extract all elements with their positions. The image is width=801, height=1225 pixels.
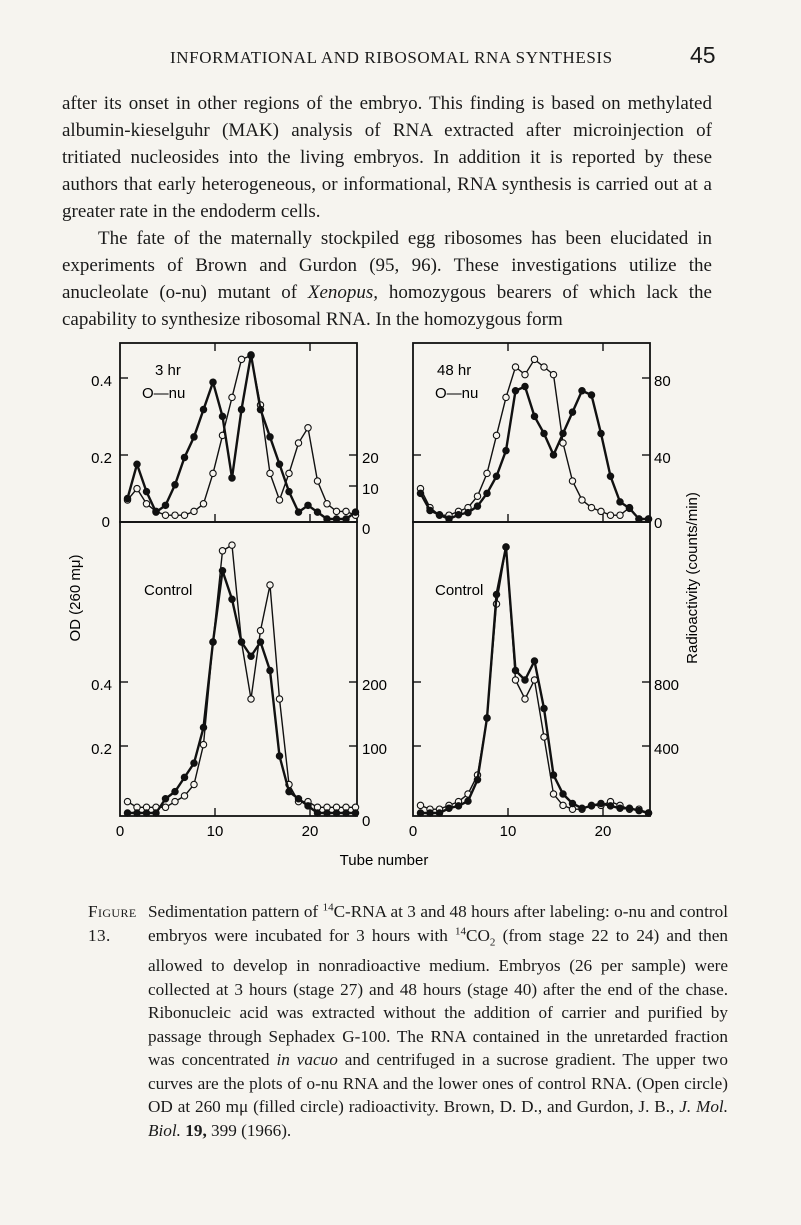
open-point-2-15 — [267, 582, 273, 588]
filled-point-0-0 — [124, 495, 130, 501]
filled-point-0-21 — [324, 516, 330, 522]
tick-right-80: 80 — [654, 373, 671, 390]
caption-sub: 2 — [489, 935, 496, 948]
open-point-2-14 — [257, 627, 263, 633]
open-point-1-10 — [512, 364, 518, 370]
open-point-0-20 — [314, 478, 320, 484]
caption-journal: J. Mol. Biol. — [148, 1097, 728, 1140]
filled-point-0-12 — [238, 406, 244, 412]
filled-point-3-17 — [579, 805, 585, 811]
open-point-2-16 — [276, 696, 282, 702]
filled-point-2-19 — [305, 803, 311, 809]
series-line-2-1 — [128, 571, 356, 813]
open-point-0-7 — [191, 508, 197, 514]
tick-x-left-0: 0 — [115, 823, 125, 840]
filled-point-3-0 — [417, 810, 423, 816]
series-line-0-1 — [128, 355, 356, 519]
filled-point-2-17 — [286, 788, 292, 794]
open-point-3-11 — [522, 696, 528, 702]
open-point-0-9 — [210, 470, 216, 476]
filled-point-2-8 — [200, 724, 206, 730]
filled-point-1-6 — [474, 503, 480, 509]
open-point-2-10 — [219, 548, 225, 554]
filled-point-3-8 — [493, 591, 499, 597]
y-axis-label-left: OD (260 mμ) — [67, 554, 84, 642]
page-number: 45 — [690, 42, 716, 68]
running-head: INFORMATIONAL AND RIBOSOMAL RNA SYNTHESIS — [170, 48, 613, 67]
filled-point-3-5 — [465, 798, 471, 804]
caption-volume: 19, — [185, 1120, 207, 1140]
filled-point-0-15 — [267, 434, 273, 440]
filled-point-1-2 — [436, 512, 442, 518]
filled-point-1-8 — [493, 473, 499, 479]
filled-point-0-19 — [305, 502, 311, 508]
open-point-0-23 — [343, 508, 349, 514]
filled-point-2-22 — [333, 810, 339, 816]
filled-point-2-18 — [295, 796, 301, 802]
panel-tl-title-1: 3 hr — [155, 362, 181, 379]
filled-point-0-4 — [162, 502, 168, 508]
open-point-0-8 — [200, 501, 206, 507]
tick-mid-bottom-0: 0 — [362, 813, 371, 830]
filled-point-0-2 — [143, 488, 149, 494]
open-point-0-5 — [172, 512, 178, 518]
filled-point-0-13 — [248, 352, 254, 358]
filled-point-0-14 — [257, 406, 263, 412]
filled-point-1-4 — [455, 512, 461, 518]
filled-point-0-8 — [200, 406, 206, 412]
figure-13 — [40, 338, 760, 878]
open-point-3-13 — [541, 734, 547, 740]
figure-caption — [88, 900, 728, 1142]
open-point-0-2 — [143, 501, 149, 507]
panel-tr-title-2: O—nu — [435, 385, 479, 402]
filled-point-3-24 — [645, 810, 651, 816]
open-point-2-7 — [191, 781, 197, 787]
filled-point-0-9 — [210, 379, 216, 385]
open-point-0-19 — [305, 425, 311, 431]
filled-point-1-3 — [446, 516, 452, 522]
filled-point-3-19 — [598, 800, 604, 806]
filled-point-1-1 — [427, 507, 433, 513]
filled-point-3-18 — [588, 803, 594, 809]
open-point-1-19 — [598, 508, 604, 514]
open-point-1-9 — [503, 394, 509, 400]
filled-point-2-10 — [219, 568, 225, 574]
caption-text-3: CO — [466, 925, 490, 945]
open-point-3-0 — [417, 802, 423, 808]
open-point-1-18 — [588, 504, 594, 510]
panel-br-title: Control — [435, 582, 484, 599]
tick-od-top-0: 0 — [101, 514, 110, 531]
filled-point-1-24 — [645, 516, 651, 522]
filled-point-2-1 — [134, 810, 140, 816]
filled-point-3-7 — [484, 715, 490, 721]
open-point-0-18 — [295, 440, 301, 446]
filled-point-3-12 — [531, 658, 537, 664]
page-header — [0, 42, 801, 76]
tick-od-top-02: 0.2 — [91, 450, 112, 467]
filled-point-3-13 — [541, 705, 547, 711]
filled-point-2-24 — [352, 810, 358, 816]
caption-in-vacuo: in vacuo — [276, 1050, 338, 1070]
filled-point-1-11 — [522, 383, 528, 389]
tick-x-left-10: 10 — [206, 823, 224, 840]
tick-od-bottom-04: 0.4 — [91, 677, 112, 694]
filled-point-2-11 — [229, 596, 235, 602]
open-point-0-16 — [276, 497, 282, 503]
filled-point-3-23 — [636, 807, 642, 813]
series-line-0-0 — [128, 356, 356, 516]
tick-mid-top-0: 0 — [362, 521, 371, 538]
open-point-0-21 — [324, 501, 330, 507]
filled-point-2-21 — [324, 810, 330, 816]
open-point-1-11 — [522, 371, 528, 377]
tick-od-top-04: 0.4 — [91, 373, 112, 390]
open-point-1-13 — [541, 364, 547, 370]
filled-point-3-2 — [436, 810, 442, 816]
open-point-1-17 — [579, 497, 585, 503]
tick-x-right-20: 20 — [594, 823, 612, 840]
filled-point-2-9 — [210, 639, 216, 645]
filled-point-3-4 — [455, 803, 461, 809]
open-point-3-10 — [512, 677, 518, 683]
open-point-0-4 — [162, 512, 168, 518]
paragraph-2-text-b: homozygous bearers of which lack the capability to synthesize ribosomal RNA. In the homozygous form — [62, 282, 712, 330]
open-point-1-16 — [569, 478, 575, 484]
filled-point-0-20 — [314, 509, 320, 515]
filled-point-2-2 — [143, 810, 149, 816]
open-point-1-6 — [474, 493, 480, 499]
filled-point-1-9 — [503, 447, 509, 453]
filled-point-1-13 — [541, 430, 547, 436]
open-point-1-12 — [531, 356, 537, 362]
filled-point-2-23 — [343, 810, 349, 816]
sedimentation-chart — [40, 338, 760, 878]
caption-text-6: 399 (1966). — [206, 1120, 292, 1140]
filled-point-3-16 — [569, 800, 575, 806]
x-axis-label: Tube number — [339, 852, 429, 869]
filled-point-1-12 — [531, 413, 537, 419]
open-point-1-14 — [550, 371, 556, 377]
filled-point-0-18 — [295, 509, 301, 515]
series-line-1-0 — [421, 359, 649, 519]
filled-point-0-22 — [333, 516, 339, 522]
filled-point-0-11 — [229, 475, 235, 481]
filled-point-2-20 — [314, 810, 320, 816]
filled-point-1-14 — [550, 452, 556, 458]
open-point-2-6 — [181, 793, 187, 799]
tick-right-40: 40 — [654, 450, 671, 467]
tick-x-right-0: 0 — [408, 823, 418, 840]
paragraph-2-text-a: The fate of the maternally stockpiled egg ribosomes has been elucidated in experiments of Brown and Gurdon (95, 96). These investigations utilize the anucleolate (o-nu) mutant of — [62, 228, 712, 303]
filled-point-2-12 — [238, 639, 244, 645]
filled-point-2-5 — [172, 788, 178, 794]
filled-point-3-6 — [474, 777, 480, 783]
open-point-0-11 — [229, 394, 235, 400]
filled-point-2-4 — [162, 796, 168, 802]
filled-point-2-16 — [276, 753, 282, 759]
filled-point-1-20 — [607, 473, 613, 479]
caption-text-2: C-RNA at 3 and 48 hours after labeling: o-nu and control embryos were incubated for 3 hours with — [148, 902, 728, 945]
filled-point-0-23 — [343, 516, 349, 522]
filled-point-3-10 — [512, 667, 518, 673]
tick-mid-bottom-200: 200 — [362, 677, 388, 694]
filled-point-3-3 — [446, 805, 452, 811]
filled-point-0-7 — [191, 434, 197, 440]
open-point-1-7 — [484, 470, 490, 476]
panel-tl-title-2: O—nu — [142, 385, 186, 402]
caption-text-5: and centrifuged in a sucrose gradient. The upper two curves are the plots of o-nu RNA and the lower ones of control RNA. (Open circle) OD at 260 mμ (filled circle) radioactivity. Brown, D. D., and Gurdon, J. B., — [148, 1050, 728, 1117]
panel-tr-title-1: 48 hr — [437, 362, 472, 379]
filled-point-0-5 — [172, 482, 178, 488]
filled-point-0-3 — [153, 509, 159, 515]
panel-bl-title: Control — [144, 582, 193, 599]
filled-point-1-21 — [617, 499, 623, 505]
filled-point-0-1 — [134, 461, 140, 467]
filled-point-1-18 — [588, 392, 594, 398]
tick-x-left-20: 20 — [301, 823, 319, 840]
series-line-1-1 — [421, 386, 649, 519]
open-point-3-14 — [550, 791, 556, 797]
filled-point-1-22 — [626, 505, 632, 511]
filled-point-1-0 — [417, 490, 423, 496]
filled-point-0-10 — [219, 413, 225, 419]
filled-point-2-15 — [267, 667, 273, 673]
open-point-2-5 — [172, 798, 178, 804]
caption-text-4: (from stage 22 to 24) and then allowed to develop in nonradioactive medium. Embryos (26 per sample) were collected at 3 hours (stage 27) and 48 hours (stage 40) after the end of the chase. Ribonucleic acid was extracted without the addition of carrier and purified by passage through Sephadex G-100. The RNA contained in the unretarded fraction was concentrated — [148, 925, 728, 1070]
open-point-0-17 — [286, 470, 292, 476]
open-point-0-1 — [134, 485, 140, 491]
filled-point-3-21 — [617, 805, 623, 811]
tick-mid-bottom-100: 100 — [362, 741, 388, 758]
caption-text — [148, 900, 728, 1142]
filled-point-1-10 — [512, 388, 518, 394]
filled-point-1-16 — [569, 409, 575, 415]
frame-bottom-left — [120, 522, 357, 816]
filled-point-1-15 — [560, 430, 566, 436]
paragraph-1: after its onset in other regions of the embryo. This finding is based on methylated albumin-kieselguhr (MAK) analysis of RNA extracted after microinjection of tritiated nucleosides into the living embryos. In addition it is reported by these authors that early heterogeneous, or informational, RNA synthesis is carried out at a greater rate in the endoderm cells. — [62, 93, 712, 222]
filled-point-1-7 — [484, 490, 490, 496]
tick-right-800: 800 — [654, 677, 680, 694]
tick-mid-top-20: 20 — [362, 450, 379, 467]
filled-point-3-22 — [626, 805, 632, 811]
filled-point-2-7 — [191, 760, 197, 766]
open-point-2-11 — [229, 542, 235, 548]
body-text — [62, 90, 712, 333]
caption-sup-1: 14 — [322, 901, 334, 914]
filled-point-0-6 — [181, 454, 187, 460]
y-axis-label-right: Radioactivity (counts/min) — [684, 492, 701, 664]
tick-od-bottom-02: 0.2 — [91, 741, 112, 758]
filled-point-1-17 — [579, 388, 585, 394]
open-point-2-8 — [200, 741, 206, 747]
open-point-2-13 — [248, 696, 254, 702]
open-point-3-15 — [560, 802, 566, 808]
tick-mid-top-10: 10 — [362, 481, 379, 498]
caption-sup-2: 14 — [455, 924, 467, 937]
open-point-0-12 — [238, 356, 244, 362]
filled-point-0-24 — [352, 509, 358, 515]
filled-point-0-17 — [286, 488, 292, 494]
paragraph-2 — [62, 225, 712, 333]
filled-point-2-0 — [124, 810, 130, 816]
tick-right-0: 0 — [654, 515, 663, 532]
filled-point-0-16 — [276, 461, 282, 467]
filled-point-3-15 — [560, 791, 566, 797]
tick-right-400: 400 — [654, 741, 680, 758]
open-point-1-21 — [617, 512, 623, 518]
filled-point-3-9 — [503, 544, 509, 550]
open-point-0-6 — [181, 512, 187, 518]
open-point-0-22 — [333, 508, 339, 514]
caption-label: Figure 13. — [88, 902, 137, 945]
caption-text-1: Sedimentation pattern of — [148, 902, 323, 921]
open-point-1-8 — [493, 432, 499, 438]
open-point-2-4 — [162, 804, 168, 810]
filled-point-2-13 — [248, 653, 254, 659]
filled-point-1-5 — [465, 509, 471, 515]
open-point-0-15 — [267, 470, 273, 476]
filled-point-1-19 — [598, 430, 604, 436]
filled-point-2-3 — [153, 810, 159, 816]
filled-point-2-6 — [181, 774, 187, 780]
species-name: Xenopus, — [307, 282, 379, 303]
open-point-1-20 — [607, 512, 613, 518]
filled-point-1-23 — [636, 516, 642, 522]
filled-point-3-1 — [427, 810, 433, 816]
tick-x-right-10: 10 — [499, 823, 517, 840]
filled-point-3-11 — [522, 677, 528, 683]
open-point-2-0 — [124, 798, 130, 804]
filled-point-2-14 — [257, 639, 263, 645]
filled-point-3-20 — [607, 803, 613, 809]
filled-point-3-14 — [550, 772, 556, 778]
